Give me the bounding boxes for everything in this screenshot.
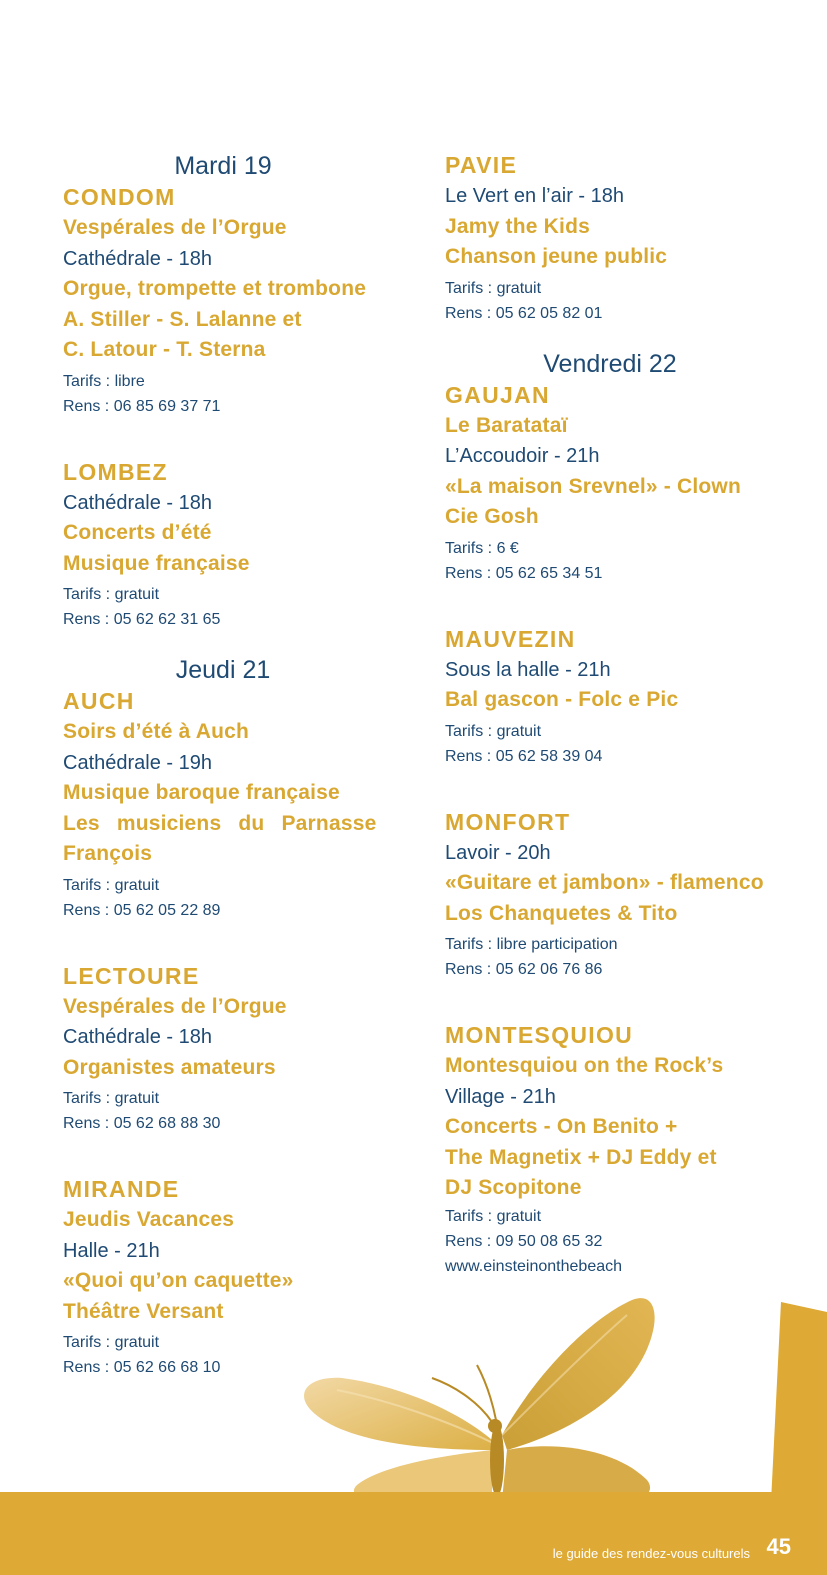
event-condom (63, 182, 383, 419)
event-description: Cie Gosh (445, 505, 539, 528)
event-rens: Rens : 05 62 58 39 04 (445, 747, 603, 765)
event-tarifs: Tarifs : gratuit (63, 1090, 160, 1107)
event-title: Jeudis Vacances (63, 1208, 235, 1231)
event-venue: L’Accoudoir - 21h (445, 445, 600, 467)
event-description: DJ Scopitone (445, 1176, 582, 1199)
right-column (445, 150, 775, 1317)
event-pavie (445, 150, 775, 326)
event-description: «La maison Srevnel» - Clown (445, 474, 741, 498)
event-rens: Rens : 05 62 68 88 30 (63, 1115, 221, 1132)
town-name: LECTOURE (63, 962, 200, 989)
footer-band (0, 1492, 827, 1575)
event-title: Vespérales de l’Orgue (63, 994, 287, 1018)
event-title: Vespérales de l’Orgue (63, 216, 287, 239)
day-heading-vendredi: Vendredi 22 (543, 349, 677, 378)
event-lombez (63, 457, 383, 633)
event-rens: Rens : 05 62 05 22 89 (63, 901, 221, 919)
town-name: MONTESQUIOU (445, 1022, 634, 1048)
town-name: GAUJAN (445, 381, 550, 408)
event-rens: Rens : 05 62 05 82 01 (445, 304, 603, 322)
event-description: The Magnetix + DJ Eddy et (445, 1145, 717, 1169)
event-rens: Rens : 06 85 69 37 71 (63, 397, 221, 415)
event-description: Théâtre Versant (63, 1299, 224, 1323)
event-description: «Quoi qu’on caquette» (63, 1269, 294, 1292)
left-column (63, 150, 383, 1418)
event-tarifs: Tarifs : gratuit (63, 876, 160, 894)
event-description: C. Latour - T. Sterna (63, 338, 266, 361)
town-name: MIRANDE (63, 1176, 180, 1202)
event-description: Los Chanquetes & Tito (445, 901, 678, 925)
event-mauvezin (445, 624, 775, 769)
event-tarifs: Tarifs : 6 € (445, 539, 519, 557)
event-description: Chanson jeune public (445, 245, 668, 268)
event-title: Le Baratataï (445, 413, 568, 437)
event-description: Musique française (63, 551, 250, 575)
event-rens: Rens : 05 62 65 34 51 (445, 564, 603, 582)
day-heading-mardi: Mardi 19 (174, 152, 272, 180)
event-description: Orgue, trompette et trombone (63, 277, 367, 300)
event-description: Les musiciens du Parnasse (63, 811, 377, 835)
event-tarifs: Tarifs : libre participation (445, 936, 618, 953)
event-auch (63, 686, 383, 923)
event-rens: Rens : 05 62 66 68 10 (63, 1359, 221, 1376)
event-description: «Guitare et jambon» - flamenco (445, 871, 764, 894)
event-rens: Rens : 05 62 06 76 86 (445, 961, 603, 978)
event-venue: Halle - 21h (63, 1239, 160, 1262)
event-monfort (445, 807, 775, 983)
town-name: PAVIE (445, 152, 518, 178)
event-tarifs: Tarifs : gratuit (63, 586, 160, 603)
event-description: Musique baroque française (63, 781, 340, 804)
event-lectoure (63, 961, 383, 1137)
event-description: Bal gascon - Folc e Pic (445, 688, 679, 711)
town-name: MONFORT (445, 808, 571, 835)
event-title: Montesquiou on the Rock’s (445, 1054, 724, 1077)
event-description: A. Stiller - S. Lalanne et (63, 307, 302, 331)
event-description: Concerts - On Benito + (445, 1115, 678, 1138)
event-title: Concerts d’été (63, 521, 212, 544)
town-name: LOMBEZ (63, 458, 168, 485)
event-title: Soirs d’été à Auch (63, 720, 250, 743)
event-venue: Cathédrale - 19h (63, 751, 212, 774)
event-tarifs: Tarifs : gratuit (445, 1207, 542, 1225)
decorative-shape (771, 1302, 827, 1502)
event-tarifs: Tarifs : libre (63, 372, 145, 390)
event-tarifs: Tarifs : gratuit (63, 1334, 160, 1351)
town-name: CONDOM (63, 184, 176, 210)
event-description: François (63, 842, 153, 865)
butterfly-icon (287, 1290, 707, 1500)
event-venue: Le Vert en l’air - 18h (445, 185, 624, 207)
event-venue: Sous la halle - 21h (445, 658, 611, 681)
footer-guide-text: le guide des rendez-vous culturels (552, 1546, 750, 1561)
event-tarifs: Tarifs : gratuit (445, 279, 542, 297)
event-description: Jamy the Kids (445, 214, 590, 238)
town-name: MAUVEZIN (445, 625, 576, 652)
event-gaujan (445, 380, 775, 586)
event-rens: Rens : 09 50 08 65 32 (445, 1232, 603, 1250)
event-montesquiou (445, 1020, 775, 1279)
event-venue: Cathédrale - 18h (63, 1026, 212, 1048)
event-website: www.einsteinonthebeach (445, 1257, 623, 1275)
event-venue: Lavoir - 20h (445, 841, 551, 864)
event-venue: Village - 21h (445, 1085, 556, 1108)
event-venue: Cathédrale - 18h (63, 247, 212, 270)
town-name: AUCH (63, 688, 135, 714)
event-venue: Cathédrale - 18h (63, 491, 212, 514)
event-rens: Rens : 05 62 62 31 65 (63, 611, 221, 628)
page-number: 45 (766, 1534, 791, 1559)
day-heading-jeudi: Jeudi 21 (175, 656, 271, 684)
event-description: Organistes amateurs (63, 1055, 276, 1079)
event-tarifs: Tarifs : gratuit (445, 722, 542, 740)
